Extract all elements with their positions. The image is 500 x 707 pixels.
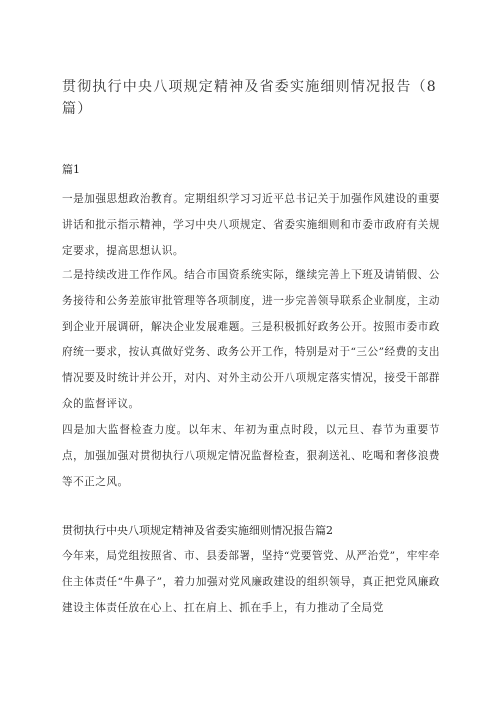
paragraph-2: 二是持续改进工作作风。结合市国资系统实际，继续完善上下班及请销假、公务接待和公务差旅审批管理等各项制度，进一步完善领导联系企业制度，主动到企业开展调研，解决企业发展难题。三是积极抓好政务公开。按照市委市政府统一要求，按认真做好党务、政务公开工作，特别是对于“三公”经费的支出情况要及时统计并公开，对内、对外主动公开八项规定落实情况，接受干部群众的监督评议。	[62, 269, 440, 410]
section-heading-1: 篇1	[62, 163, 80, 176]
section-heading-2: 贯彻执行中央八项规定精神及省委实施细则情况报告篇2	[62, 524, 333, 537]
paragraph-4: 今年来，局党组按照省、市、县委部署，坚持“党要管党、从严治党”，牢牢牵住主体责任“牛鼻子”，着力加强对党风廉政建设的组织领导，真正把党风廉政建设主体责任放在心上、扛在肩上、抓在手上，有力推动了全局党	[62, 550, 440, 614]
document-title: 贯彻执行中央八项规定精神及省委实施细则情况报告（8篇）	[62, 79, 437, 117]
paragraph-3: 四是加大监督检查力度。以年末、年初为重点时段，以元旦、春节为重要节点，加强加强对贯彻执行八项规定情况监督检查，狠刹送礼、吃喝和奢侈浪费等不正之风。	[62, 424, 440, 488]
paragraph-1: 一是加强思想政治教育。定期组织学习习近平总书记关于加强作风建设的重要讲话和批示指示精神，学习中央八项规定、省委实施细则和市委市政府有关规定要求，提高思想认识。	[62, 193, 440, 257]
